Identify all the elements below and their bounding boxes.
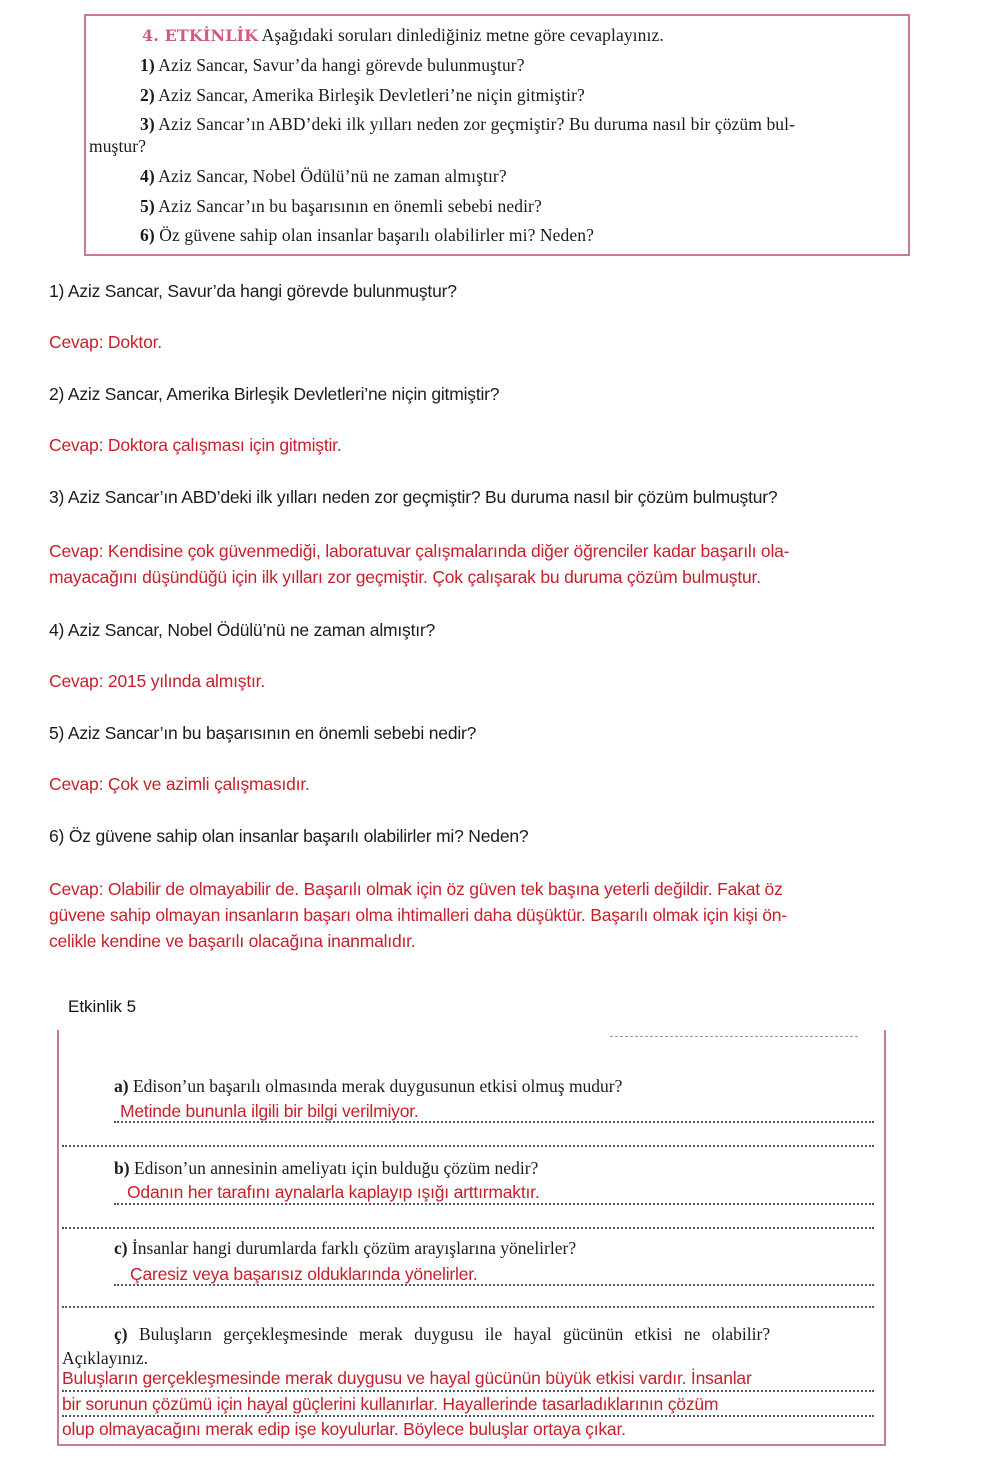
activity-5-heading: Etkinlik 5 (68, 997, 137, 1016)
question-1 (140, 55, 525, 76)
qa-question-4: 4) Aziz Sancar, Nobel Ödülü’nü ne zaman almıştır? (49, 620, 436, 640)
qa-answer-2: Cevap: Doktora çalışması için gitmiştir. (49, 435, 342, 455)
answer-line (62, 1415, 874, 1417)
qa-answer-1: Cevap: Doktor. (49, 332, 162, 352)
qa-answer-6-line-3: celikle kendine ve başarılı olacağına inanmalıdır. (49, 931, 416, 951)
qa-question-5: 5) Aziz Sancar’ın bu başarısının en önemli sebebi nedir? (49, 723, 477, 743)
item-label: c) (114, 1238, 128, 1258)
question-4 (140, 166, 507, 187)
activity-4-number: 4. ETKİNLİK (142, 26, 259, 45)
question-3 (140, 114, 795, 135)
qa-question-1: 1) Aziz Sancar, Savur’da hangi görevde bulunmuştur? (49, 281, 457, 301)
question-number: 4) (140, 166, 155, 186)
activity-4-box (84, 14, 910, 256)
question-number: 2) (140, 85, 155, 105)
item-label: a) (114, 1076, 129, 1096)
answer-line (114, 1121, 874, 1123)
answer-line (62, 1227, 874, 1229)
question-3-continuation: muştur? (89, 136, 147, 156)
activity-5-answer-cedilla-c-line-1: Buluşların gerçekleşmesinde merak duygusu ve hayal gücünün büyük etkisi vardır. İnsanlar (62, 1368, 752, 1388)
qa-question-6: 6) Öz güvene sahip olan insanlar başarılı olabilirler mi? Neden? (49, 826, 529, 846)
question-6 (140, 225, 594, 246)
activity-5-question-a (114, 1076, 622, 1097)
answer-line (62, 1145, 874, 1147)
activity-5-answer-b: Odanın her tarafını aynalarla kaplayıp ışığı arttırmaktır. (127, 1182, 540, 1202)
question-text: Aziz Sancar, Savur’da hangi görevde bulunmuştur? (158, 55, 525, 75)
answer-line (114, 1203, 874, 1205)
activity-5-question-c (114, 1238, 576, 1259)
answer-line (114, 1284, 874, 1286)
activity-4-title (142, 25, 664, 46)
qa-question-3: 3) Aziz Sancar’ın ABD’deki ilk yılları neden zor geçmiştir? Bu duruma nasıl bir çözüm bulmuştur? (49, 487, 778, 507)
item-question: Edison’un başarılı olmasında merak duygusunun etkisi olmuş mudur? (132, 1076, 623, 1096)
answer-line (62, 1306, 874, 1308)
activity-5-answer-a: Metinde bununla ilgili bir bilgi verilmiyor. (120, 1101, 419, 1121)
activity-5-question-cedilla-c (114, 1324, 770, 1345)
question-number: 5) (140, 196, 155, 216)
item-label: ç) (114, 1324, 128, 1344)
item-question: İnsanlar hangi durumlarda farklı çözüm arayışlarına yönelirler? (131, 1238, 577, 1258)
item-label: b) (114, 1158, 130, 1178)
question-text: Aziz Sancar, Nobel Ödülü’nü ne zaman almıştır? (158, 166, 507, 186)
question-2 (140, 85, 585, 106)
item-question: Buluşların gerçekleşmesinde merak duygusu ile hayal gücünün etkisi ne olabilir? (138, 1324, 771, 1344)
question-text: Aziz Sancar’ın ABD’deki ilk yılları neden zor geçmiştir? Bu duruma nasıl bir çözüm bul- (158, 114, 796, 134)
cropped-text-remnant (610, 1036, 858, 1037)
question-number: 6) (140, 225, 155, 245)
answer-line (62, 1390, 874, 1392)
question-5 (140, 196, 542, 217)
qa-answer-3-line-2: mayacağını düşündüğü için ilk yılları zor geçmiştir. Çok çalışarak bu duruma çözüm bulmuştur. (49, 567, 761, 587)
qa-question-2: 2) Aziz Sancar, Amerika Birleşik Devletleri’ne niçin gitmiştir? (49, 384, 500, 404)
item-question: Edison’un annesinin ameliyatı için bulduğu çözüm nedir? (133, 1158, 539, 1178)
activity-4-instruction: Aşağıdaki soruları dinlediğiniz metne göre cevaplayınız. (261, 25, 664, 45)
qa-answer-5: Cevap: Çok ve azimli çalışmasıdır. (49, 774, 310, 794)
question-text: Aziz Sancar’ın bu başarısının en önemli sebebi nedir? (158, 196, 542, 216)
qa-answer-6-line-2: güvene sahip olmayan insanların başarı olma ihtimalleri daha düşüktür. Başarılı olmak için kişi ön- (49, 905, 787, 925)
qa-answer-4: Cevap: 2015 yılında almıştır. (49, 671, 265, 691)
activity-5-answer-cedilla-c-line-3: olup olmayacağını merak edip işe koyulurlar. Böylece buluşlar ortaya çıkar. (62, 1419, 626, 1439)
question-text: Aziz Sancar, Amerika Birleşik Devletleri’ne niçin gitmiştir? (158, 85, 585, 105)
activity-5-question-cedilla-c-continuation: Açıklayınız. (62, 1348, 149, 1368)
activity-5-question-b (114, 1158, 538, 1179)
question-number: 3) (140, 114, 155, 134)
question-text: Öz güvene sahip olan insanlar başarılı olabilirler mi? Neden? (159, 225, 594, 245)
question-number: 1) (140, 55, 155, 75)
activity-5-answer-c: Çaresiz veya başarısız olduklarında yönelirler. (130, 1264, 478, 1284)
qa-answer-3-line-1: Cevap: Kendisine çok güvenmediği, laboratuvar çalışmalarında diğer öğrenciler kadar başarılı ola- (49, 541, 790, 561)
activity-5-answer-cedilla-c-line-2: bir sorunun çözümü için hayal güçlerini kullanırlar. Hayallerinde tasarladıklarının çözüm (62, 1394, 719, 1414)
qa-answer-6-line-1: Cevap: Olabilir de olmayabilir de. Başarılı olmak için öz güven tek başına yeterli değildir. Fakat öz (49, 879, 783, 899)
